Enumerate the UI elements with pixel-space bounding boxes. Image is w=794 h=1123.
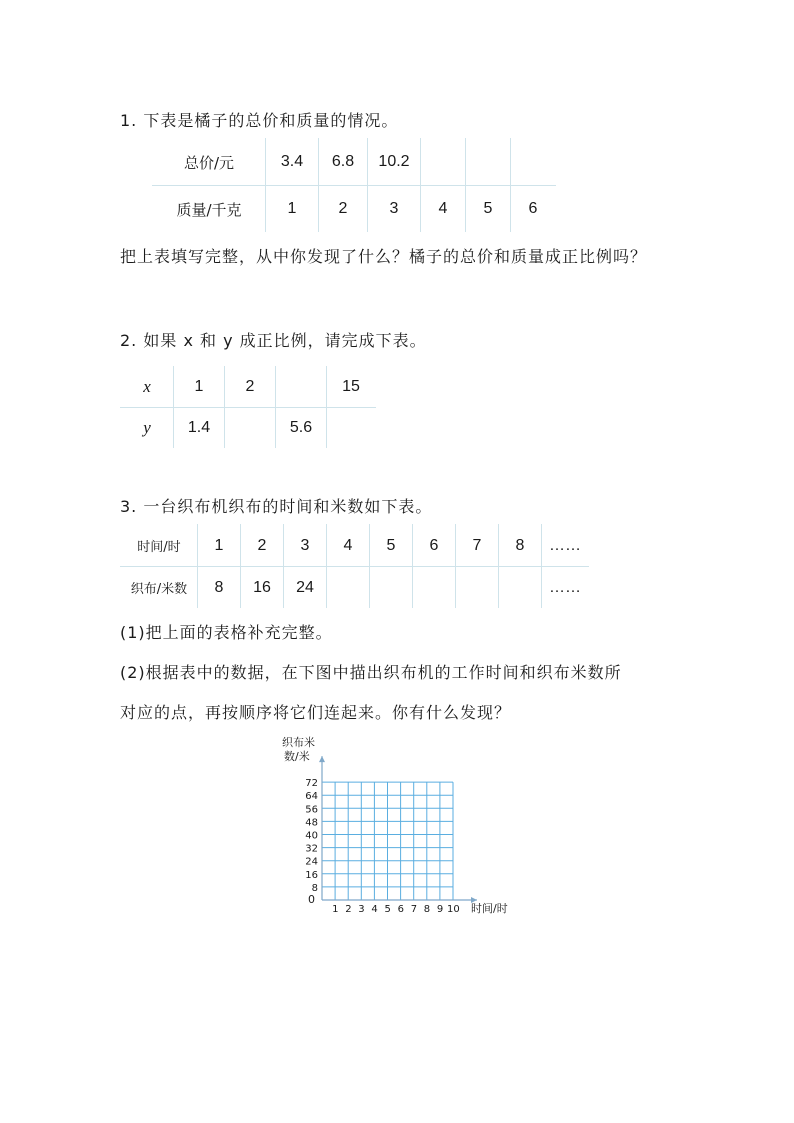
q1-row2-label: 质量/千克	[153, 186, 266, 233]
table-cell: 6	[511, 186, 556, 233]
y-tick-label: 16	[305, 869, 318, 881]
table-cell: 2	[241, 525, 284, 567]
y-tick-label: 48	[305, 817, 318, 829]
table-cell: 3	[284, 525, 327, 567]
table-cell: 15	[327, 367, 376, 408]
x-tick-label: 2	[345, 904, 352, 915]
x-tick-label: 5	[384, 904, 391, 915]
q1-table	[152, 138, 556, 233]
table-cell: 1	[174, 367, 225, 408]
table-cell: 4	[421, 186, 466, 233]
table-cell	[421, 139, 466, 186]
table-cell: 6.8	[319, 139, 368, 186]
x-tick-label: 9	[436, 904, 444, 915]
table-row	[121, 567, 589, 609]
table-row	[153, 139, 556, 186]
x-tick-label: 4	[371, 904, 378, 915]
table-row	[153, 186, 556, 233]
q2-title: 2. 如果 x 和 y 成正比例，请完成下表。	[120, 331, 427, 350]
table-cell	[370, 567, 413, 609]
table-cell: 3	[368, 186, 421, 233]
x-axis-label: 时间/时	[471, 902, 508, 915]
table-cell: 5	[466, 186, 511, 233]
table-cell: 1.4	[174, 408, 225, 449]
y-tick-label: 24	[305, 856, 318, 868]
table-cell	[327, 567, 370, 609]
table-row	[121, 525, 589, 567]
y-axis-label-line2: 数/米	[284, 750, 310, 763]
table-cell: 8	[499, 525, 542, 567]
q3-row2-label: 织布/米数	[121, 567, 198, 609]
y-tick-label: 56	[305, 804, 318, 816]
table-cell	[327, 408, 376, 449]
table-cell: 5	[370, 525, 413, 567]
q3-part1: (1)把上面的表格补充完整。	[120, 623, 333, 642]
table-cell: 5.6	[276, 408, 327, 449]
table-cell	[466, 139, 511, 186]
table-cell: 16	[241, 567, 284, 609]
time-length-grid-chart	[270, 730, 530, 925]
q1-question: 把上表填写完整，从中你发现了什么？橘子的总价和质量成正比例吗？	[120, 247, 648, 266]
table-cell: 10.2	[368, 139, 421, 186]
x-tick-label: 7	[410, 904, 418, 915]
q1-title: 1. 下表是橘子的总价和质量的情况。	[120, 111, 399, 130]
q3-row1-label: 时间/时	[121, 525, 198, 567]
table-cell: 24	[284, 567, 327, 609]
table-cell	[276, 367, 327, 408]
table-cell: 2	[225, 367, 276, 408]
y-tick-label: 8	[311, 882, 318, 894]
q3-part2-line1: (2)根据表中的数据，在下图中描出织布机的工作时间和织布米数所	[120, 663, 622, 682]
table-cell: ……	[542, 567, 589, 609]
table-row	[121, 367, 376, 408]
q1-row1-label: 总价/元	[153, 139, 266, 186]
table-cell: ……	[542, 525, 589, 567]
table-cell	[456, 567, 499, 609]
q3-table	[120, 524, 589, 609]
q2-row1-label: x	[121, 367, 174, 408]
table-cell: 2	[319, 186, 368, 233]
table-cell: 1	[266, 186, 319, 233]
y-tick-label: 40	[305, 830, 318, 842]
table-cell	[225, 408, 276, 449]
table-cell	[413, 567, 456, 609]
origin-label: 0	[308, 893, 315, 906]
y-axis-arrow	[319, 756, 325, 762]
y-tick-label: 64	[305, 791, 318, 803]
x-tick-label: 3	[358, 904, 365, 915]
q2-row2-label: y	[121, 408, 174, 449]
table-cell: 4	[327, 525, 370, 567]
table-row	[121, 408, 376, 449]
y-axis-label-line1: 织布米	[282, 736, 315, 749]
table-cell: 7	[456, 525, 499, 567]
y-tick-label: 32	[305, 843, 318, 855]
x-tick-label: 10	[447, 904, 460, 915]
x-tick-label: 6	[397, 904, 404, 915]
q3-part2-line2: 对应的点，再按顺序将它们连起来。你有什么发现？	[120, 703, 512, 722]
y-tick-label: 72	[305, 778, 318, 790]
table-cell	[511, 139, 556, 186]
x-tick-label: 8	[423, 904, 431, 915]
table-cell: 1	[198, 525, 241, 567]
table-cell: 6	[413, 525, 456, 567]
q2-table	[120, 366, 376, 449]
q3-title: 3. 一台织布机织布的时间和米数如下表。	[120, 497, 433, 516]
table-cell: 8	[198, 567, 241, 609]
table-cell: 3.4	[266, 139, 319, 186]
x-tick-label: 1	[332, 904, 339, 915]
table-cell	[499, 567, 542, 609]
